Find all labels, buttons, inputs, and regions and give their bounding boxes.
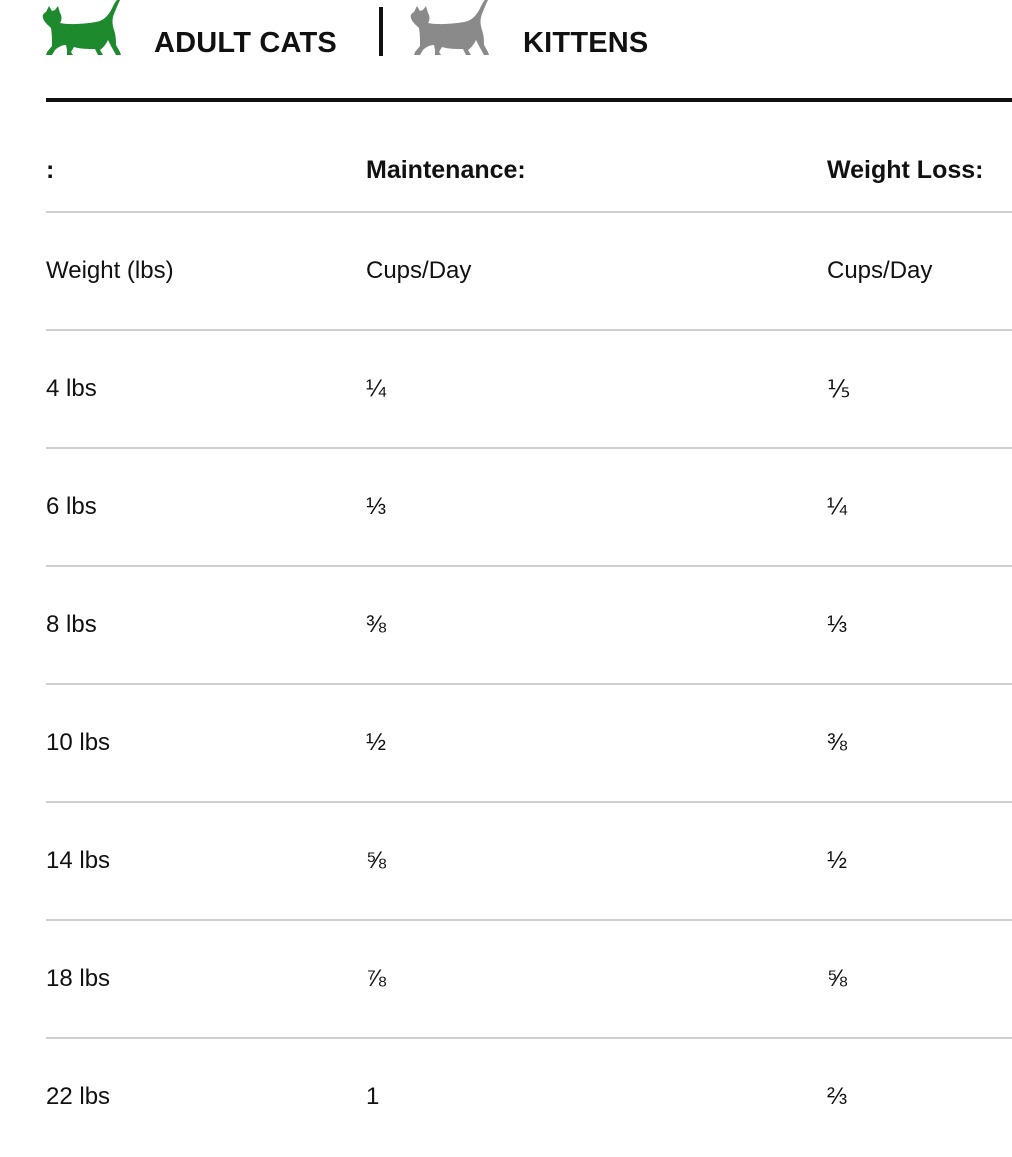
- tab-divider: [379, 7, 383, 56]
- table-row: [46, 567, 1012, 685]
- cell-maintenance: ⅞: [366, 965, 387, 992]
- cell-maintenance: ½: [366, 729, 387, 756]
- cell-weight-loss: ⅔: [827, 1083, 848, 1110]
- cell-weight-loss: ⅜: [827, 729, 848, 756]
- species-tabs: [0, 0, 1012, 100]
- cell-maintenance: 1: [366, 1083, 380, 1110]
- cell-maintenance: ⅜: [366, 611, 387, 638]
- tab-adult-cats[interactable]: [40, 0, 360, 70]
- subheader-weight: Weight (lbs): [46, 257, 174, 284]
- table-row: [46, 1039, 1012, 1157]
- cell-maintenance: ⅝: [366, 847, 387, 874]
- table-row: [46, 803, 1012, 921]
- table-row: [46, 449, 1012, 567]
- cat-icon: [408, 0, 494, 62]
- table-row: [46, 331, 1012, 449]
- cell-maintenance: ¼: [366, 375, 387, 402]
- cell-weight-loss: ⅕: [827, 376, 851, 403]
- tabs-underline: [46, 98, 1012, 102]
- tab-adult-cats-label: ADULT CATS: [154, 27, 337, 59]
- cell-weight: 6 lbs: [46, 493, 97, 520]
- header-weight: :: [46, 156, 55, 184]
- tab-kittens-label: KITTENS: [523, 27, 649, 59]
- cell-weight-loss: ⅝: [827, 965, 848, 992]
- cell-weight-loss: ½: [827, 847, 848, 874]
- header-maintenance: Maintenance:: [366, 156, 526, 184]
- cell-weight: 8 lbs: [46, 611, 97, 638]
- tab-kittens[interactable]: [408, 0, 668, 70]
- table-header-row: [46, 118, 1012, 213]
- cell-weight: 4 lbs: [46, 375, 97, 402]
- cell-weight: 22 lbs: [46, 1083, 111, 1110]
- cat-icon: [40, 0, 126, 62]
- cell-weight: 18 lbs: [46, 965, 111, 992]
- subheader-maintenance-unit: Cups/Day: [366, 257, 472, 284]
- cell-weight-loss: ⅓: [827, 611, 848, 638]
- feeding-table: [46, 118, 1012, 1157]
- cell-weight: 10 lbs: [46, 729, 111, 756]
- header-weight-loss: Weight Loss:: [827, 156, 984, 184]
- cell-weight: 14 lbs: [46, 847, 111, 874]
- table-row: [46, 685, 1012, 803]
- cell-maintenance: ⅓: [366, 493, 387, 520]
- table-row: [46, 921, 1012, 1039]
- cell-weight-loss: ¼: [827, 493, 848, 520]
- subheader-weight-loss-unit: Cups/Day: [827, 257, 933, 284]
- table-subheader-row: [46, 213, 1012, 331]
